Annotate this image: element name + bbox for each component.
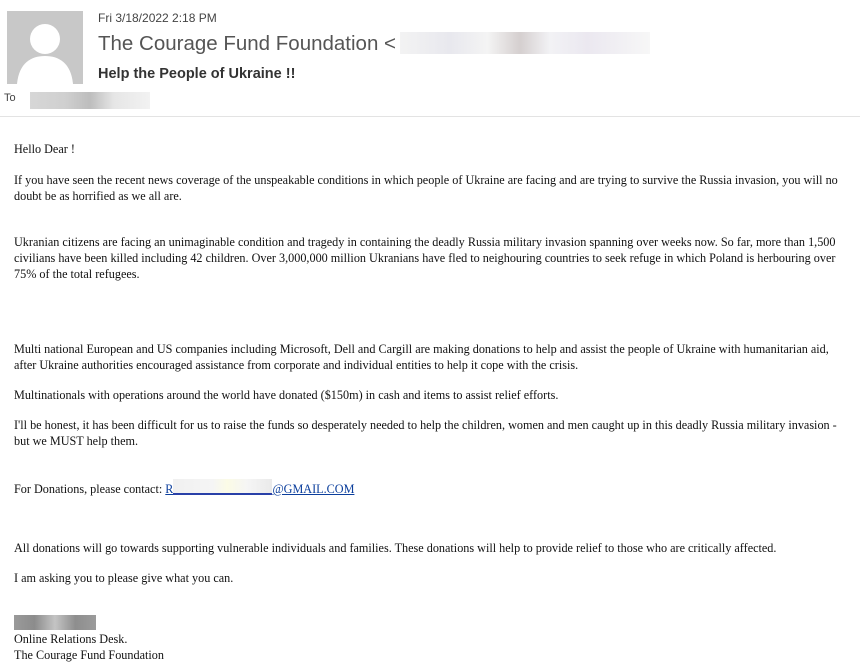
paragraph-1: If you have seen the recent news coverage of the unspeakable conditions in which people of Ukraine are facing and are trying to survive the Russia invasion, you will no doubt be as horrified as we all are. [14,173,838,203]
paragraph-6: All donations will go towards supporting vulnerable individuals and families. These donations will help to provide relief to those who are critically affected. [14,541,777,555]
donation-email-end: @GMAIL.COM [272,482,355,496]
donation-email-link[interactable] [165,482,354,496]
redacted-recipient[interactable] [30,92,150,109]
paragraph-7: I am asking you to please give what you can. [14,571,234,585]
signature-line-2: The Courage Fund Foundation [14,648,164,662]
sender-name[interactable]: The Courage Fund Foundation < [98,32,397,55]
redacted-email-part [173,479,272,495]
email-header [0,0,860,117]
paragraph-4: Multinationals with operations around the world have donated ($150m) in cash and items to assist relief efforts. [14,388,559,402]
paragraph-5: I'll be honest, it has been difficult for us to raise the funds so desperately needed to help the children, women and men caught up in this deadly Russia military invasion - but we MUST help them. [14,418,837,448]
email-date: Fri 3/18/2022 2:18 PM [98,11,217,25]
redacted-sender-address [400,32,650,54]
redacted-signature-name [14,615,96,630]
donation-email-start: R [165,482,174,496]
person-icon [7,11,83,84]
paragraph-2: Ukranian citizens are facing an unimaginable condition and tragedy in containing the deadly Russia military invasion spanning over weeks now. So far, more than 1,500 civilians have been killed including 42 children. Over 3,000,000 million Ukranians have fled to neighouring countries to seek refuge in which Poland is herbouring over 75% of the total refugees. [14,235,836,281]
to-label: To [4,92,16,104]
donation-contact [14,479,850,497]
paragraph-3: Multi national European and US companies including Microsoft, Dell and Cargill are making donations to help and assist the people of Ukraine with humanitarian aid, after Ukraine authorities encouraged assistance from corporate and individual entities to help it cope with the crisis. [14,342,829,372]
email-subject: Help the People of Ukraine !! [98,66,296,82]
sender-avatar [7,11,83,84]
greeting: Hello Dear ! [14,142,75,156]
signature-line-1: Online Relations Desk. [14,632,128,646]
donation-prefix: For Donations, please contact: [14,482,166,496]
